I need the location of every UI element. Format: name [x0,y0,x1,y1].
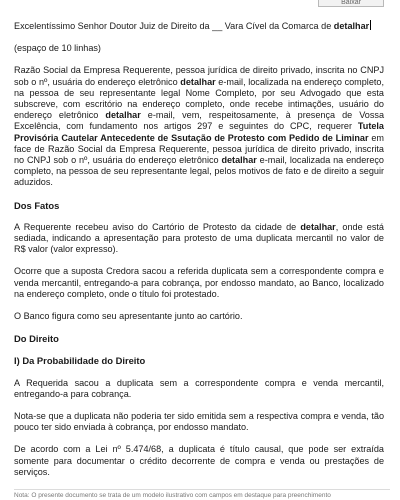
fatos-paragraph-3: O Banco figura como seu apresentante junto ao cartório. [14,311,243,322]
placeholder-email-requerente[interactable]: detalhar [180,76,216,87]
spacing-note: (espaço de 10 linhas) [14,43,101,54]
document-body [14,20,384,489]
placeholder-email-advogado[interactable]: detalhar [105,110,141,121]
action-title: Tutela Provisória Cautelar Antecedente de Ssutação de Protesto com Pedido de Liminar [14,121,384,143]
placeholder-comarca[interactable]: detalhar [333,21,370,31]
section-heading-direito: Do Direito [14,333,59,345]
subsection-heading-probabilidade: I) Da Probabilidade do Direito [14,355,146,367]
opening-text-1: Razão Social da Empresa Requerente, pessoa jurídica de direito privado, inscrita no CNPJ sob o nº, usuária do endereço eletrônico [14,65,384,87]
opening-text-5: e-mail, localizada na endereço completo, na pessoa de seu representante legal, pelos motivos de fato e de direito a seguir aduzidos. [14,155,384,188]
fatos-paragraph-2: Ocorre que a suposta Credora sacou a referida duplicata sem a correspondente compra e venda mercantil, entregando-a para cobrança, por endosso mandato, ao Banco, localizado na endereço completo, onde o título foi protestado. [14,266,384,299]
addressing-paragraph [14,20,384,32]
text-cursor [370,20,371,30]
fatos-text-2: , onde está sediada, indicando a apresentação para protesto de uma duplicata mercantil no valor de R$ valor (valor expresso). [14,221,384,255]
fatos-text-1: A Requerente recebeu aviso do Cartório de Protesto da cidade de [14,221,301,232]
opening-text-4: em face de Razão Social da Empresa Requerente, pessoa jurídica de direito privado, inscrita no CNPJ sob o nº, usuária do endereço eletrônico [14,132,384,166]
download-tab[interactable]: Baixar [318,0,384,7]
direito-paragraph-1: A Requerida sacou a duplicata sem a correspondente compra e venda mercantil, entregando-a para cobrança. [14,377,384,399]
opening-text-3: e-mail, vem, respeitosamente, à presença de Vossa Excelência, com fundamento nos artigos 297 e seguintes do CPC, requerer [14,110,384,132]
addressing-text: Excelentíssimo Senhor Doutor Juiz de Direito da __ Vara Cível da Comarca de [14,21,334,31]
section-heading-fatos: Dos Fatos [14,199,60,211]
footer-note: Nota: O presente documento se trata de um modelo ilustrativo com campos em destaque para preenchimento [14,489,390,500]
direito-paragraph-3: De acordo com a Lei nº 5.474/68, a duplicata é título causal, que pode ser extraída somente para documentar o crédito decorrente de compra e venda ou prestações de serviços. [14,444,384,477]
placeholder-email-requerida[interactable]: detalhar [221,155,257,166]
opening-paragraph [14,65,384,188]
placeholder-cidade[interactable]: detalhar [300,221,336,232]
fatos-paragraph-1 [14,222,384,256]
direito-paragraph-2: Nota-se que a duplicata não poderia ter sido emitida sem a respectiva compra e venda, tão pouco ter sido enviada à cobrança, por endosso mandato. [14,411,384,433]
opening-text-2: e-mail, localizada na endereço completo, na pessoa de seu representante legal Nome Completo, por seu Advogado que esta subscreve, com escritório na endereço completo, onde recebe intimações, usuário do endereço eletrônico [14,76,384,121]
